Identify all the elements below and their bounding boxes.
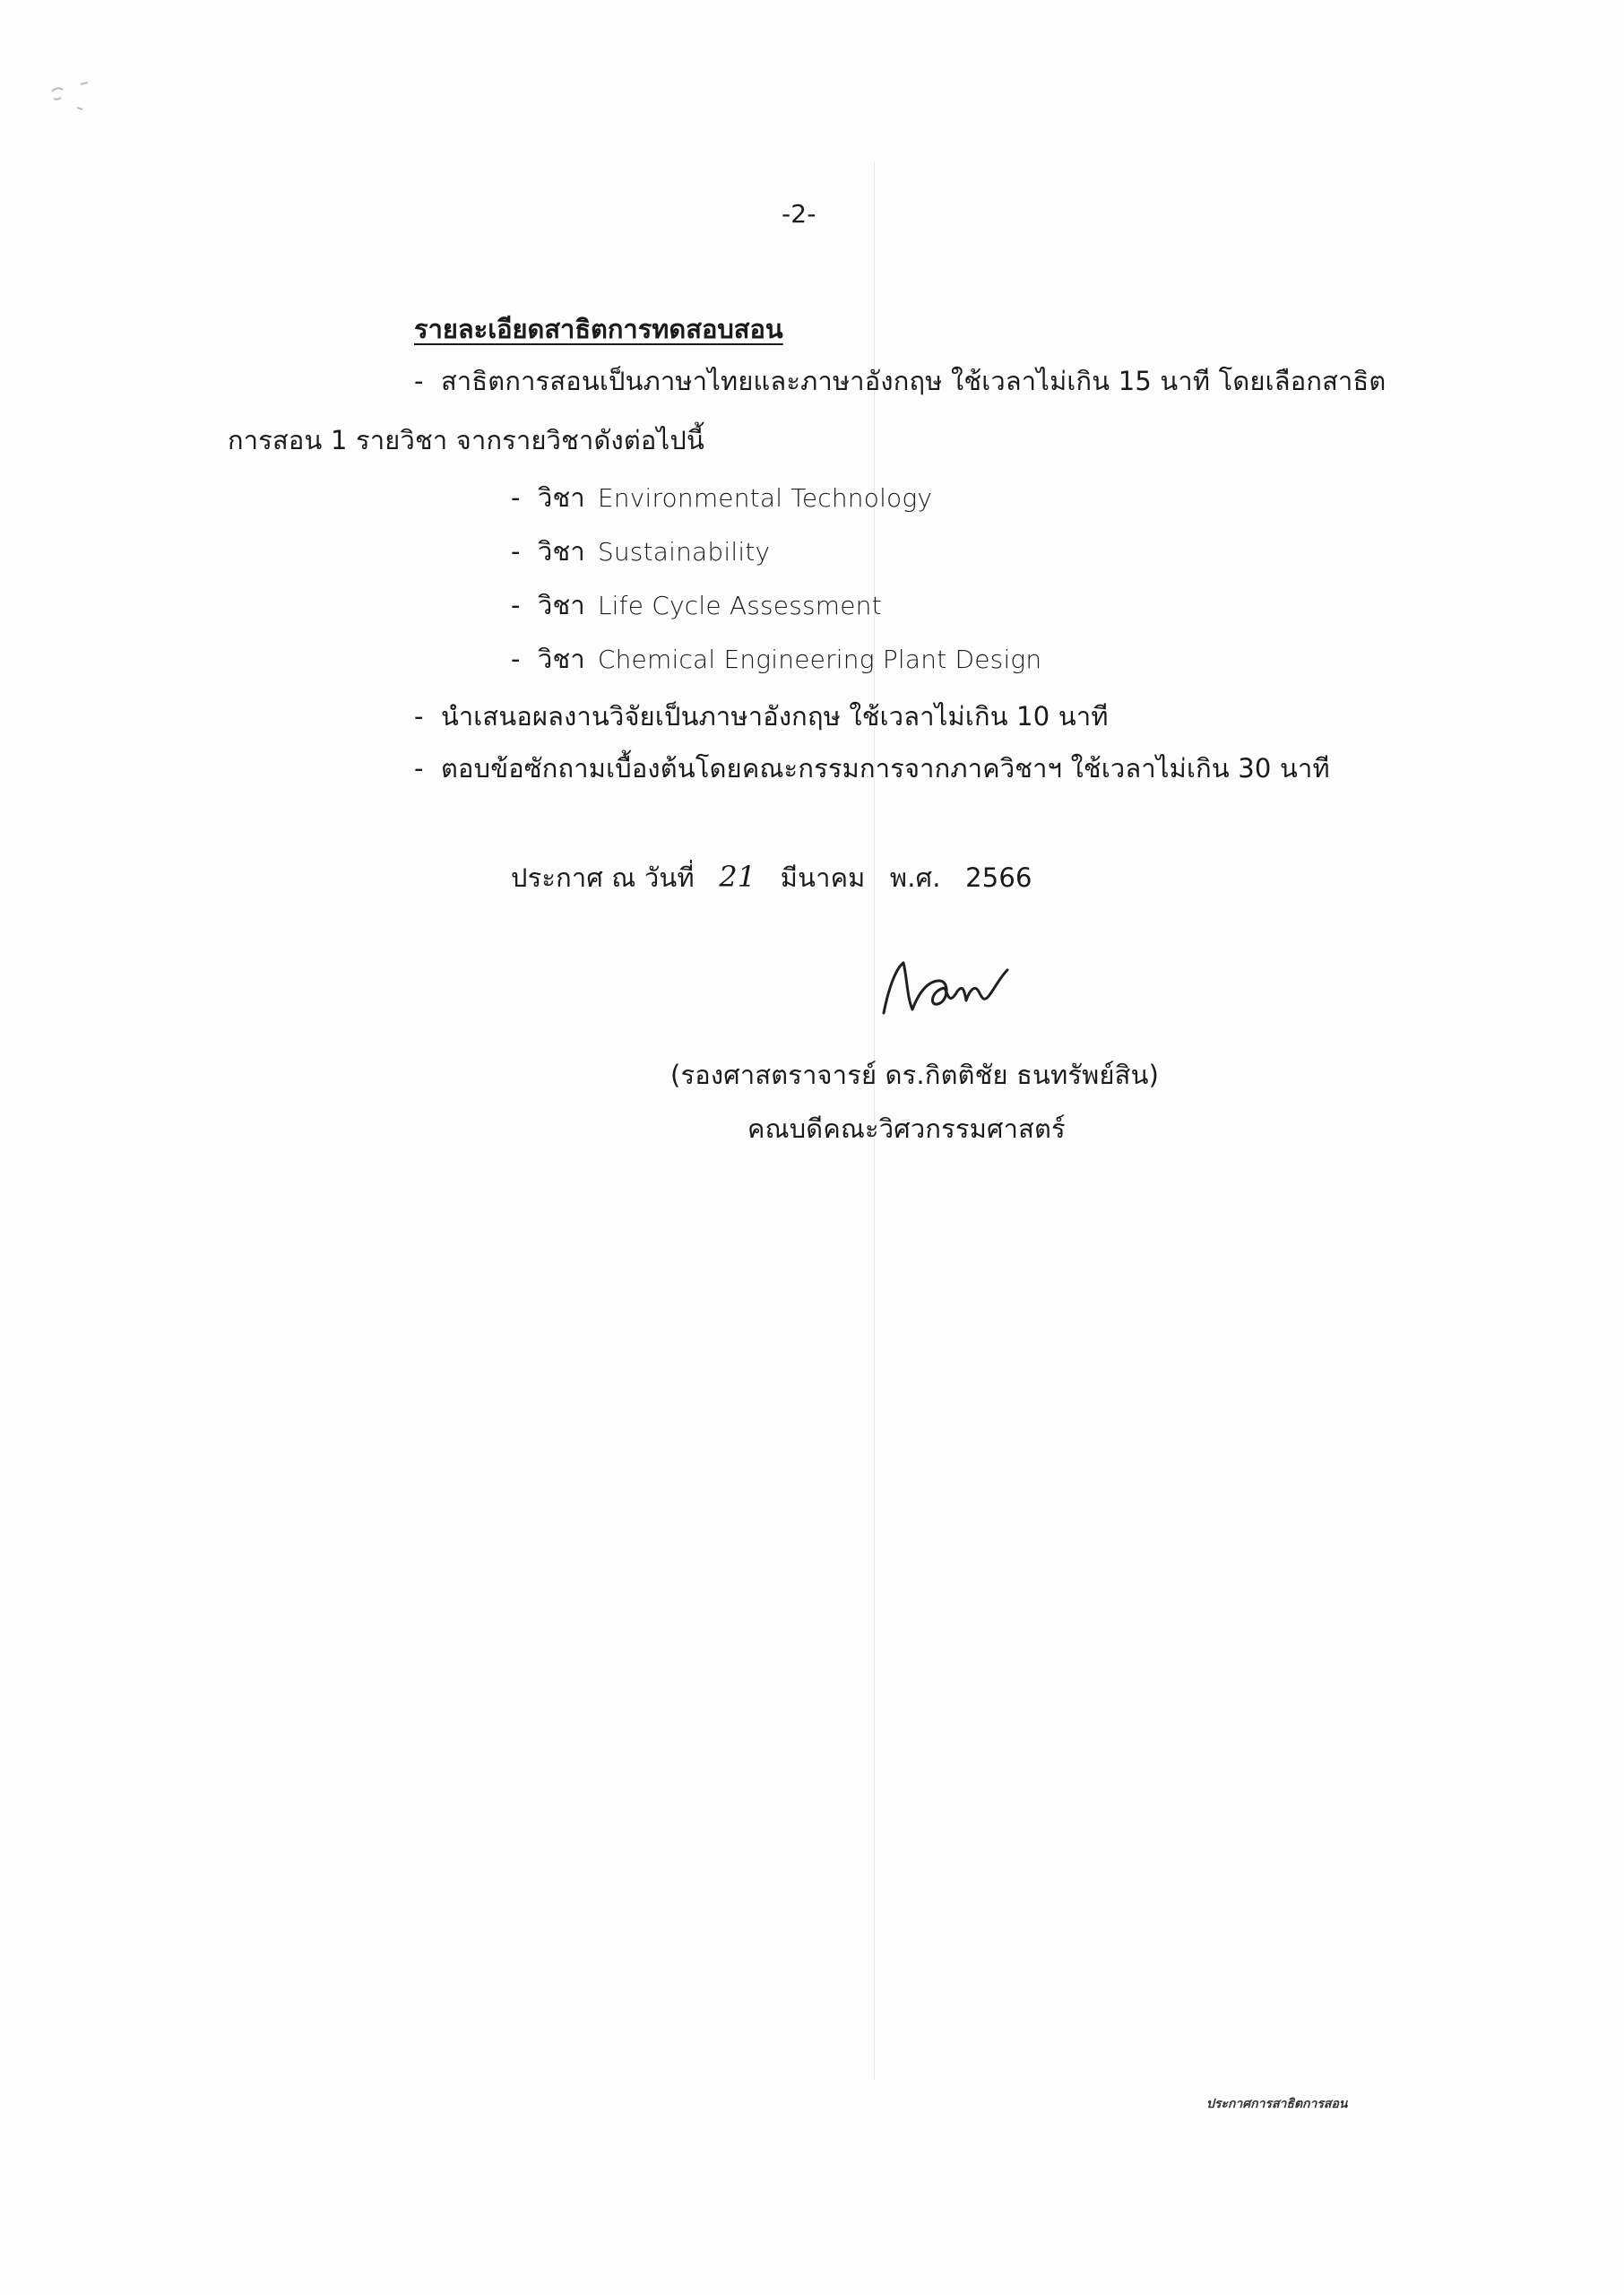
bullet-dash: -: [414, 701, 424, 732]
bullet-research-presentation: [414, 696, 1109, 737]
bullet-text: สาธิตการสอนเป็นภาษาไทยและภาษาอังกฤษ ใช้เวลาไม่เกิน 15 นาที โดยเลือกสาธิต: [441, 366, 1386, 396]
course-prefix: วิชา: [538, 644, 585, 674]
bullet-dash: -: [511, 482, 521, 513]
course-item: [511, 638, 1041, 680]
date-year: 2566: [965, 862, 1032, 893]
course-prefix: วิชา: [538, 590, 585, 620]
bullet-dash: -: [414, 753, 424, 784]
footer-document-label: ประกาศการสาธิตการสอน: [1206, 2097, 1348, 2111]
bullet-qa-session: [414, 748, 1330, 789]
course-item: [511, 531, 770, 572]
course-name: Environmental Technology: [597, 483, 933, 513]
section-heading: รายละเอียดสาธิตการทดสอบสอน: [414, 314, 783, 344]
course-name: Life Cycle Assessment: [597, 591, 882, 620]
bullet-teaching-demo: [414, 360, 1386, 402]
bullet-dash: -: [414, 366, 424, 396]
course-item: [511, 585, 882, 626]
date-year-label: พ.ศ.: [889, 862, 941, 893]
date-prefix: ประกาศ ณ วันที่: [511, 862, 695, 893]
signer-name: (รองศาสตราจารย์ ดร.กิตติชัย ธนทรัพย์สิน): [670, 1060, 1160, 1090]
announcement-date: [511, 857, 1049, 898]
date-month: มีนาคม: [780, 862, 866, 893]
bullet-text: นำเสนอผลงานวิจัยเป็นภาษาอังกฤษ ใช้เวลาไม่เกิน 10 นาที: [441, 701, 1109, 732]
bullet-text: ตอบข้อซักถามเบื้องต้นโดยคณะกรรมการจากภาควิชาฯ ใช้เวลาไม่เกิน 30 นาที: [441, 753, 1330, 784]
bullet-dash: -: [511, 644, 521, 674]
course-name: Sustainability: [597, 537, 771, 567]
course-name: Chemical Engineering Plant Design: [597, 645, 1042, 674]
bullet-teaching-demo-continued: การสอน 1 รายวิชา จากรายวิชาดังต่อไปนี้: [228, 425, 704, 455]
course-prefix: วิชา: [538, 536, 585, 567]
scan-artifact-mark: [45, 72, 125, 117]
signer-title: คณบดีคณะวิศวกรรมศาสตร์: [747, 1113, 1066, 1144]
bullet-dash: -: [511, 590, 521, 620]
bullet-dash: -: [511, 536, 521, 567]
page-number: -2-: [782, 199, 816, 229]
course-item: [511, 477, 932, 518]
date-day-handwritten: 21: [719, 860, 756, 894]
course-prefix: วิชา: [538, 482, 585, 513]
handwritten-signature: [877, 950, 1011, 1031]
